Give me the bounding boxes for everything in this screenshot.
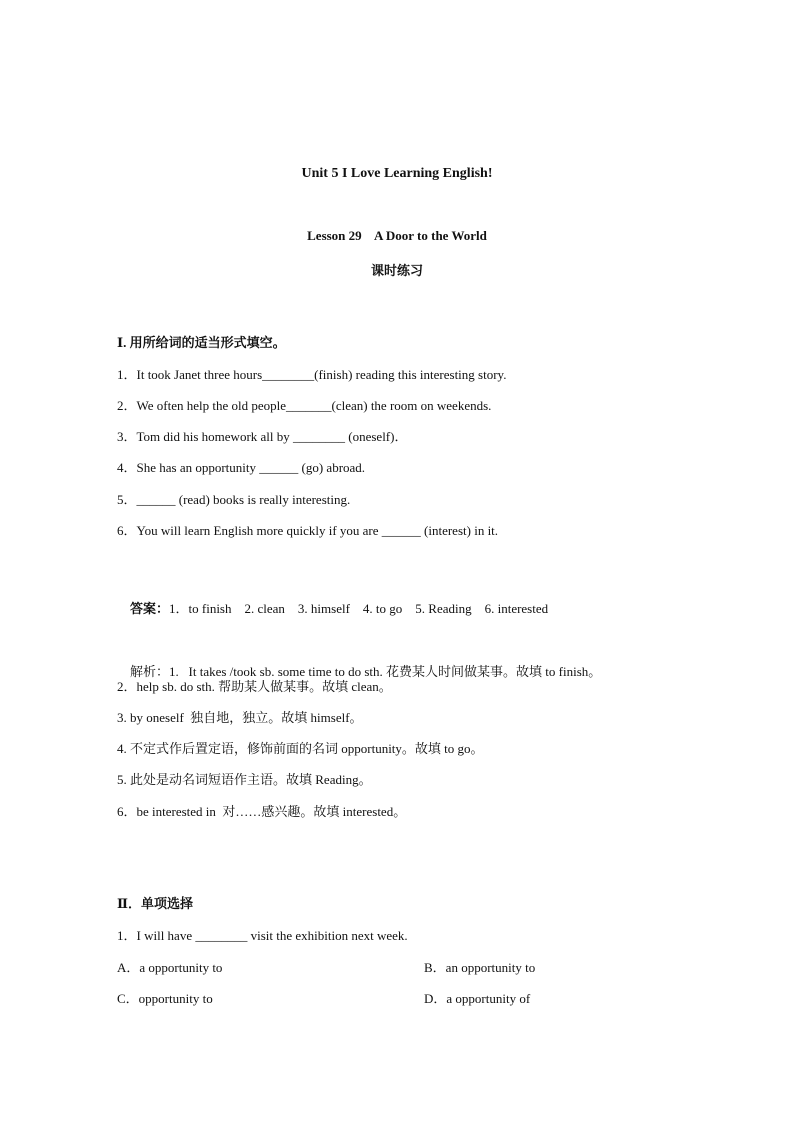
question-2: 2．We often help the old people_______(clean) the room on weekends. [117,398,492,413]
analysis-line-3: 3. by oneself 独自地，独立。故填 himself。 [117,710,363,725]
analysis-line-2: 2．help sb. do sth. 帮助某人做某事。故填 clean。 [117,679,392,694]
analysis-line-4: 4. 不定式作后置定语，修饰前面的名词 opportunity。故填 to go。 [117,741,484,756]
section1-heading: Ⅰ. 用所给词的适当形式填空。 [117,335,286,350]
section2-heading: Ⅱ．单项选择 [117,896,193,911]
exercise-subtitle: 课时练习 [370,263,423,278]
option-a: A．a opportunity to [117,960,223,975]
answer-text: 1．to finish 2. clean 3. himself 4. to go 5. Reading 6. interested [169,601,549,616]
analysis-label: 解析： [130,664,170,679]
lesson-title: Lesson 29 A Door to the World [307,228,487,243]
question-6: 6．You will learn English more quickly if you are ______ (interest) in it. [117,523,499,538]
answer-line [117,582,548,633]
question-3: 3．Tom did his homework all by ________ (oneself)． [117,429,408,444]
analysis-line-5: 5. 此处是动名词短语作主语。故填 Reading。 [117,772,372,787]
question-5: 5．______ (read) books is really interesting. [117,492,351,507]
question-1: 1．It took Janet three hours________(finish) reading this interesting story. [117,367,507,382]
answer-label: 答案： [130,601,170,616]
unit-title: Unit 5 I Love Learning English! [301,166,493,181]
option-c: C．opportunity to [117,991,213,1006]
option-d: D．a opportunity of [424,991,531,1006]
mc-question-1: 1．I will have ________ visit the exhibition next week. [117,928,408,943]
question-4: 4．She has an opportunity ______ (go) abroad. [117,460,366,475]
option-b: B．an opportunity to [424,960,536,975]
analysis-text-1: 1. It takes /took sb. some time to do sth. 花费某人时间做某事。故填 to finish。 [169,664,602,679]
analysis-line-6: 6．be interested in 对……感兴趣。故填 interested。 [117,804,407,819]
